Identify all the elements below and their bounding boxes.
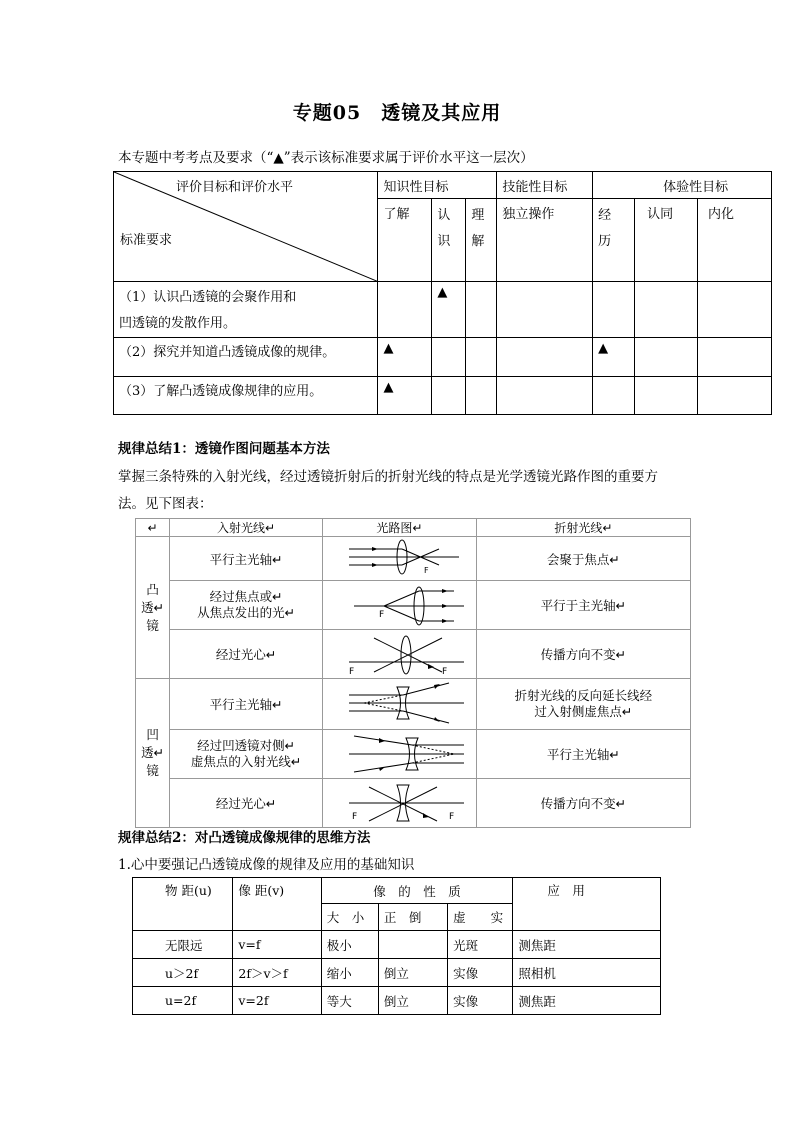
corner-top-label: 评价目标和评价水平 [176,180,294,195]
svg-text:F: F [449,812,455,822]
table-row [133,959,661,987]
mark-cell [635,338,698,377]
table-cell: 极小 [321,931,378,959]
rule2-subheading: 1.心中要强记凸透镜成像的规律及应用的基础知识 [118,857,415,873]
mark-cell: ▲ [378,338,432,377]
imaging-rules-table [132,877,661,1015]
svg-text:F: F [349,667,355,675]
lens-ray-table [135,518,691,828]
sub-understand-basic: 了解 [378,199,432,282]
refracted-cell: 平行于主光轴↵ [476,581,690,630]
mark-cell [466,338,497,377]
table-row [114,377,772,415]
header-real-virtual: 虚 实 [448,904,513,931]
svg-text:F: F [352,812,358,822]
table-cell: 测焦距 [513,931,661,959]
convex-parallel-diagram [324,537,474,577]
mark-cell [698,282,772,338]
sub-internalize: 内化 [698,199,772,282]
mark-cell: ▲ [593,338,635,377]
mark-cell [497,282,593,338]
table-row [133,987,661,1015]
table-cell [378,931,447,959]
table-cell: 缩小 [321,959,378,987]
refracted-cell: 折射光线的反向延长线经 过入射侧虚焦点↵ [476,679,690,730]
sub-recognize: 认 识 [432,199,466,282]
table-cell: u=2f [133,987,233,1015]
lens-row [136,679,691,730]
lens-row [136,581,691,630]
mark-cell [593,377,635,415]
header-object-distance: 物 距(u) [133,878,233,931]
rule1-text-b: 法。见下图表： [118,496,213,512]
mark-cell [497,377,593,415]
ray-diagram-cell [322,779,476,828]
sub-experience: 经 历 [593,199,635,282]
table-cell: 实像 [448,987,513,1015]
header-application: 应 用 [513,878,661,931]
group-knowledge: 知识性目标 [378,172,497,199]
mark-cell [466,377,497,415]
lens-row [136,630,691,679]
page-title: 专题05 透镜及其应用 [292,102,502,124]
incident-cell: 经过焦点或↵ 从焦点发出的光↵ [170,581,323,630]
convex-lens-label: 凸 透↵ 镜 [136,537,170,679]
mark-cell [497,338,593,377]
sub-operate: 独立操作 [497,199,593,282]
concave-parallel-diagram [324,679,474,726]
incident-cell: 经过光心↵ [170,630,323,679]
mark-cell: ▲ [378,377,432,415]
table-cell: v=f [233,931,321,959]
mark-cell [432,377,466,415]
table-cell: 测焦距 [513,987,661,1015]
refracted-cell: 平行主光轴↵ [476,730,690,779]
table-row [133,931,661,959]
header-diagram: 光路图↵ [322,519,476,537]
ray-diagram-cell [322,730,476,779]
rule1-heading: 规律总结1：透镜作图问题基本方法 [118,441,330,457]
ray-diagram-cell [322,581,476,630]
svg-text:F: F [379,610,385,620]
incident-cell: 平行主光轴↵ [170,537,323,581]
incident-cell: 经过光心↵ [170,779,323,828]
header-incident: 入射光线↵ [170,519,323,537]
group-skill: 技能性目标 [497,172,593,199]
svg-text:F: F [424,566,429,575]
mark-cell [466,282,497,338]
sub-identify: 认同 [635,199,698,282]
table-cell: v=2f [233,987,321,1015]
table-row [114,282,772,338]
mark-cell: ▲ [432,282,466,338]
mark-cell [635,282,698,338]
header-image-distance: 像 距(v) [233,878,321,931]
intro-text: 本专题中考考点及要求（“▲”表示该标准要求属于评价水平这一层次） [118,150,534,166]
header-image-nature: 像 的 性 质 [321,878,513,904]
corner-bottom-label: 标准要求 [120,233,173,248]
table-row [114,338,772,377]
table-cell: 实像 [448,959,513,987]
ray-diagram-cell [322,630,476,679]
svg-text:F: F [442,667,448,675]
table-cell: 无限远 [133,931,233,959]
requirement-cell: （3）了解凸透镜成像规律的应用。 [114,377,378,415]
diagonal-header-cell [114,172,378,282]
mark-cell [378,282,432,338]
table-cell: u＞2f [133,959,233,987]
incident-cell: 平行主光轴↵ [170,679,323,730]
concave-focus-diagram [324,730,474,775]
ray-diagram-cell [322,537,476,581]
header-blank: ↵ [136,519,170,537]
rule2-heading: 规律总结2：对凸透镜成像规律的思维方法 [118,830,371,846]
lens-row [136,730,691,779]
lens-row [136,537,691,581]
convex-focus-diagram [324,581,474,626]
table-cell: 光斑 [448,931,513,959]
table-cell: 照相机 [513,959,661,987]
group-experience: 体验性目标 [593,172,772,199]
refracted-cell: 传播方向不变↵ [476,779,690,828]
lens-row [136,779,691,828]
convex-center-diagram [324,630,474,675]
requirements-table [113,171,772,415]
rule1-text-a: 掌握三条特殊的入射光线，经过透镜折射后的折射光线的特点是光学透镜光路作图的重要方 [118,469,658,485]
table-cell: 2f＞v＞f [233,959,321,987]
mark-cell [432,338,466,377]
concave-lens-label: 凹 透↵ 镜 [136,679,170,828]
refracted-cell: 会聚于焦点↵ [476,537,690,581]
header-size: 大 小 [321,904,378,931]
requirement-cell: （1）认识凸透镜的会聚作用和 凹透镜的发散作用。 [114,282,378,338]
incident-cell: 经过凹透镜对侧↵ 虚焦点的入射光线↵ [170,730,323,779]
concave-center-diagram [324,779,474,824]
header-orientation: 正 倒 [378,904,447,931]
header-refracted: 折射光线↵ [476,519,690,537]
mark-cell [593,282,635,338]
mark-cell [635,377,698,415]
sub-comprehend: 理 解 [466,199,497,282]
mark-cell [698,338,772,377]
table-cell: 等大 [321,987,378,1015]
table-cell: 倒立 [378,959,447,987]
table-cell: 倒立 [378,987,447,1015]
mark-cell [698,377,772,415]
requirement-cell: （2）探究并知道凸透镜成像的规律。 [114,338,378,377]
ray-diagram-cell [322,679,476,730]
refracted-cell: 传播方向不变↵ [476,630,690,679]
